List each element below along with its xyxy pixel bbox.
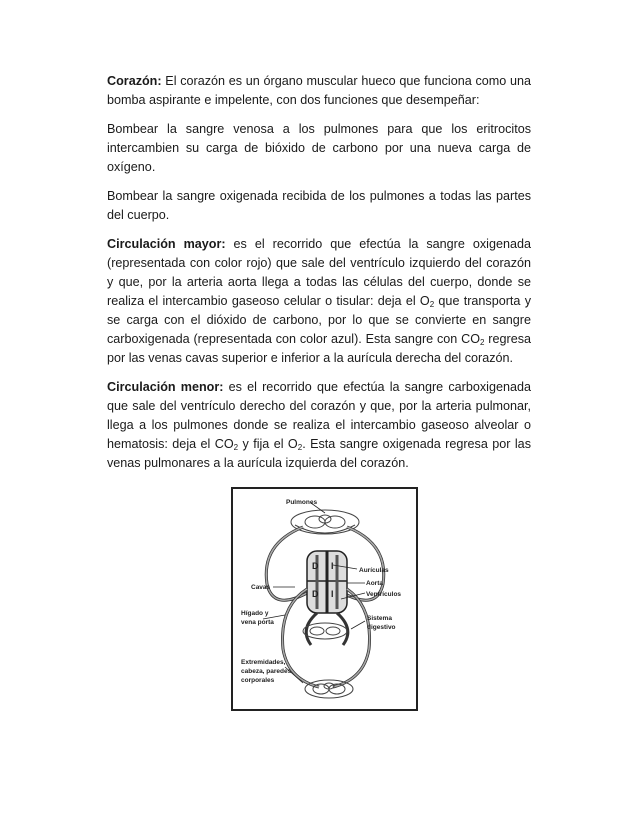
menor-text-2: y fija el O (238, 437, 298, 451)
menor-sub-2: 2 (297, 443, 303, 452)
mayor-text-3: regresa por las venas cavas superior e inferior a la aurícula derecha del corazón. (107, 332, 532, 365)
mayor-text-2: que transporta y se carga con el dióxido de carbono, por lo que se convierte en sangre carboxigenada (representada con color azul). Esta sangre con CO (107, 294, 531, 346)
document-text (107, 72, 531, 483)
label-auriculas: Aurículas (359, 567, 389, 574)
paragraph-corazon (107, 72, 531, 110)
extremities-capillaries (305, 680, 353, 698)
label-d-ventriculo: D (312, 589, 319, 599)
label-ventriculos: Ventrículos (366, 591, 402, 598)
digestive-capillaries (303, 623, 347, 639)
paragraph-function-1 (107, 120, 531, 177)
term-circulacion-menor: Circulación menor: (107, 380, 224, 394)
circulation-diagram (231, 487, 418, 711)
menor-text-1: es el recorrido que efectúa la sangre carboxigenada que sale del ventrículo derecho del corazón y que, por la arteria pulmonar, llega a los pulmones donde se realiza el intercambio gaseoso alveolar o hematosis: deja el CO (107, 380, 531, 451)
label-cabeza-paredes: cabeza, paredes (241, 668, 292, 675)
mayor-sub-2: 2 (480, 338, 485, 347)
circulation-diagram-svg (233, 489, 416, 709)
term-circulacion-mayor: Circulación mayor: (107, 237, 226, 251)
paragraph-circulacion-mayor (107, 235, 531, 368)
label-sistema: Sistema (367, 615, 392, 622)
label-pulmones: Pulmones (286, 499, 318, 506)
label-digestivo: digestivo (367, 624, 396, 631)
paragraph-circulacion-menor (107, 378, 531, 473)
paragraph-function-2-text: Bombear la sangre oxigenada recibida de los pulmones a todas las partes del cuerpo. (107, 189, 531, 222)
label-vena-porta: vena porta (241, 619, 274, 626)
menor-text-3: . Esta sangre oxigenada regresa por las venas pulmonares a la aurícula izquierda del corazón. (107, 437, 531, 470)
mayor-text-1: es el recorrido que efectúa la sangre oxigenada (representada con color rojo) que sale del ventrículo izquierdo del corazón y que, por la arteria aorta llega a todas las células del cuerpo, donde se realiza el intercambio gaseoso celular o tisular: deja el O (107, 237, 531, 308)
label-cavas: Cavas (251, 584, 271, 591)
paragraph-function-1-text: Bombear la sangre venosa a los pulmones para que los eritrocitos intercambien su carga de bióxido de carbono por una nueva carga de oxígeno. (107, 122, 531, 174)
label-higado: Hígado y (241, 610, 269, 617)
mayor-sub-1: 2 (429, 300, 435, 309)
label-i-auricula: I (331, 561, 334, 571)
paragraph-corazon-text: El corazón es un órgano muscular hueco que funciona como una bomba aspirante e impelente, con dos funciones que desempeñar: (107, 74, 531, 107)
label-corporales: corporales (241, 677, 275, 684)
label-aorta: Aorta (366, 580, 383, 587)
menor-sub-1: 2 (233, 443, 239, 452)
term-corazon: Corazón: (107, 74, 162, 88)
label-i-ventriculo: I (331, 589, 334, 599)
label-extremidades: Extremidades, (241, 659, 286, 666)
label-d-auricula: D (312, 561, 319, 571)
lungs-capillaries (291, 510, 359, 534)
paragraph-function-2 (107, 187, 531, 225)
